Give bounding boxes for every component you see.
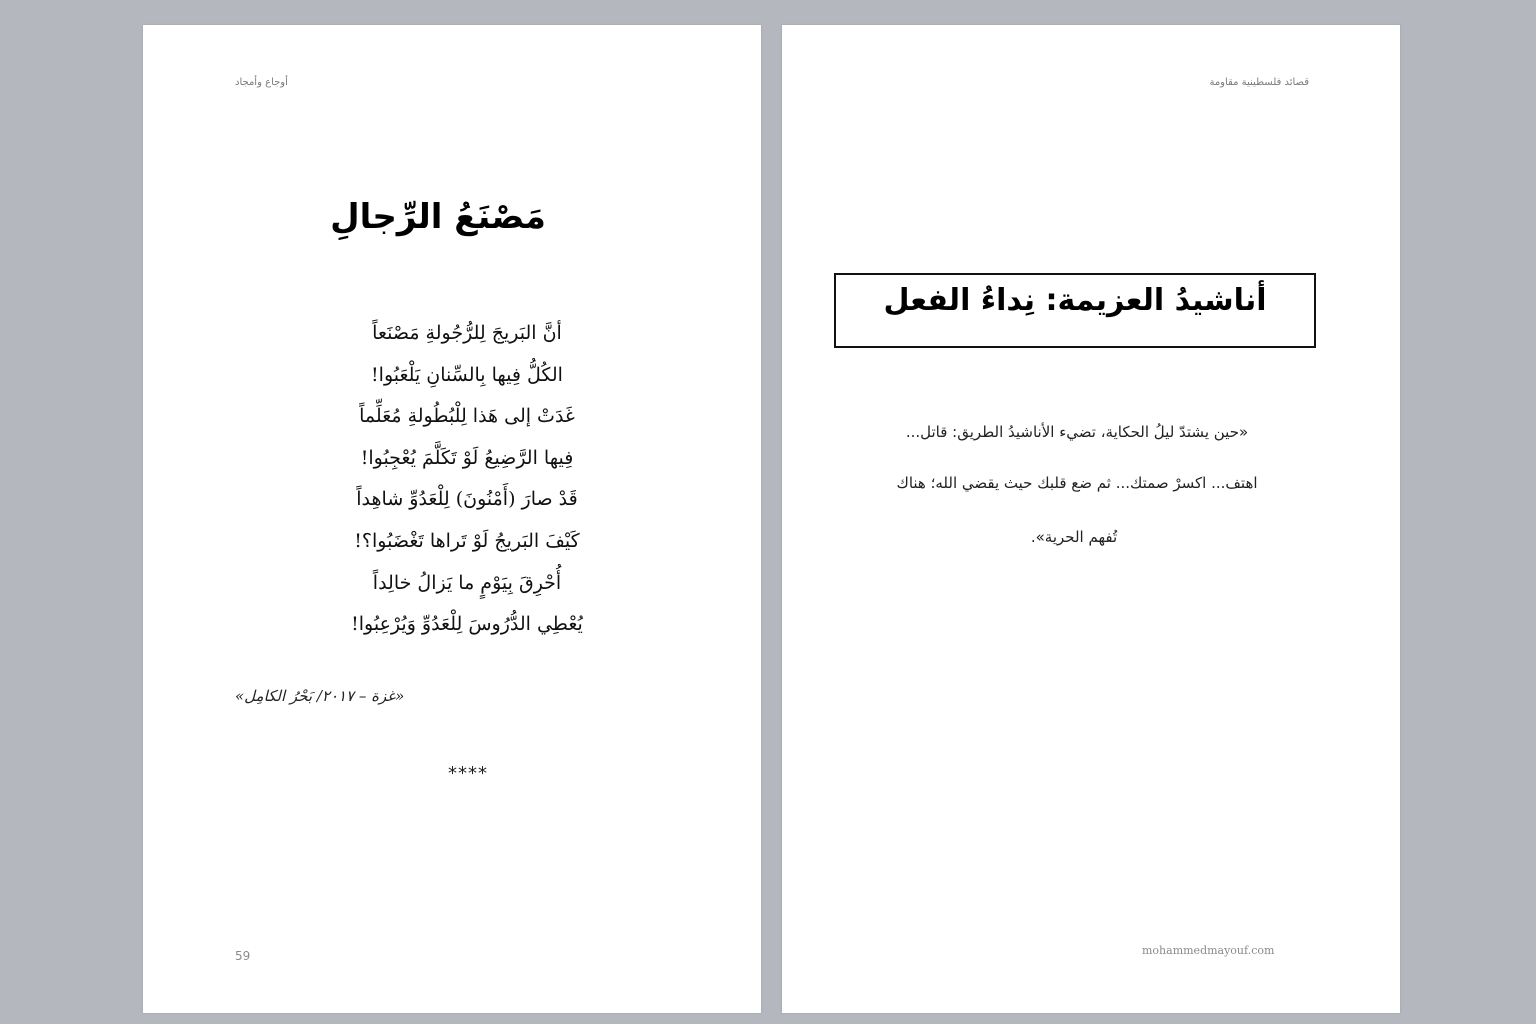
- poem-source: «غزة – ٢٠١٧/ بَحْرُ الكامِل»: [235, 687, 405, 705]
- section-title: أناشيدُ العزيمة: نِداءُ الفعل: [883, 283, 1267, 318]
- poem-verse: أُحْرِقَ بِيَوْمٍ ما يَزالُ خالِداً: [372, 571, 562, 594]
- poem-verse: كَيْفَ البَريجُ لَوْ تَراها تَغْضَبُوا؟!: [354, 529, 580, 552]
- intro-line: تُفهم الحرية».: [1030, 528, 1118, 546]
- intro-line: «حين يشتدّ ليلُ الحكاية، تضيء الأناشيدُ الطريق: قاتل...: [905, 423, 1249, 441]
- section-title-box: [834, 273, 1316, 348]
- right-page: [782, 25, 1400, 1013]
- page-number: 59: [235, 949, 251, 963]
- footer-website: mohammedmayouf.com: [1142, 944, 1275, 957]
- poem-verse: أنَّ البَريجَ لِلرُّجُولةِ مَصْنَعاً: [372, 322, 562, 344]
- running-header: قصائد فلسطينية مقاومة: [1209, 77, 1309, 88]
- poem-title: مَصْنَعُ الرِّجالِ: [330, 197, 546, 237]
- poem-verse: فِيها الرَّضِيعُ لَوْ تَكَلَّمَ يُعْجِبُوا!: [360, 446, 574, 469]
- running-header: أوجاع وأمجاد: [235, 77, 288, 88]
- poem-verse: يُعْطِي الدُّرُوسَ لِلْعَدُوِّ وَيُرْعِبُوا!: [351, 613, 583, 636]
- poem-verse: غَدَتْ إلى هَذا لِلْبُطُولةِ مُعَلِّماً: [359, 405, 575, 428]
- left-page: [143, 25, 761, 1013]
- poem-verse: قَدْ صارَ (أَمْنُونَ) لِلْعَدُوِّ شاهِداً: [356, 488, 578, 511]
- intro-line: اهتف... اكسرْ صمتك... ثم ضع قلبك حيث يقضي الله؛ هناك: [896, 474, 1258, 492]
- poem-verse: الكُلُّ فِيها بِالسِّنانِ يَلْعَبُوا!: [371, 363, 563, 386]
- poem-body: [143, 313, 791, 646]
- section-separator: ****: [448, 763, 488, 784]
